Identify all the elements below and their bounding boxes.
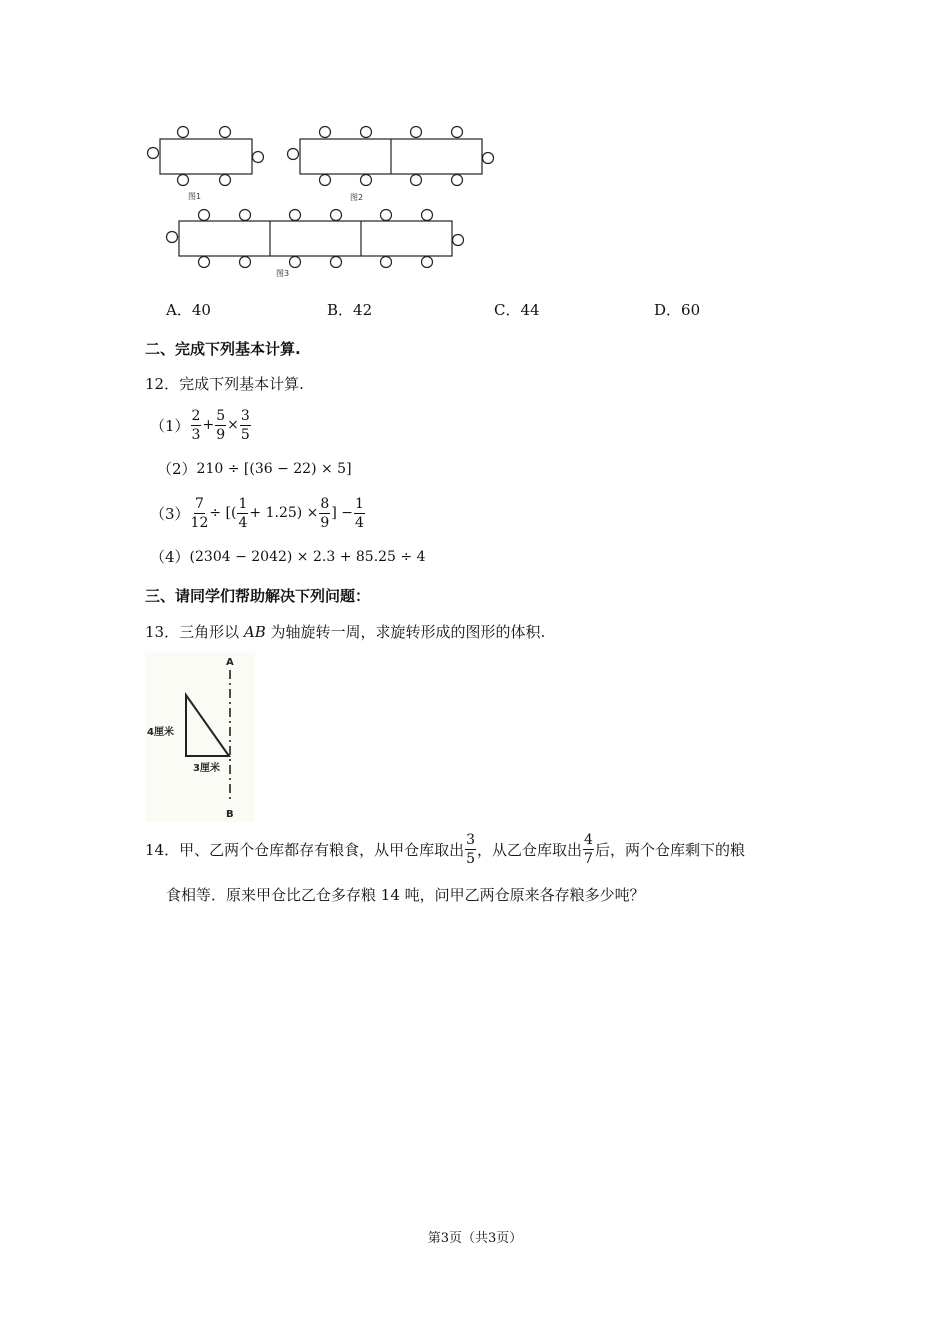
option-c (494, 299, 540, 320)
tables-figure (140, 120, 510, 285)
question-14-line-1: 14．甲、乙两个仓库都存有粮食，从甲仓库取出 $\frac{3}{5}$ ，从乙仓库取出 $\frac{4}{7}$ 后，两个仓库剩下的粮 (145, 831, 745, 867)
page-footer: 第3页（共3页） (427, 1231, 523, 1246)
option-letter: C． (494, 301, 521, 319)
fraction: $\frac{3}{5}$ (240, 407, 250, 443)
q12-part-4 (150, 546, 426, 567)
fraction: $\frac{4}{7}$ (584, 831, 593, 867)
q12-part-2 (157, 458, 352, 479)
question-14-line-2: 食相等．原来甲仓比乙仓多存粮 14 吨，问甲乙两仓原来各存粮多少吨？ (166, 886, 645, 904)
point-b-label: B (226, 809, 234, 820)
fraction: $\frac{3}{5}$ (466, 831, 476, 867)
point-a-label: A (226, 657, 234, 668)
part-label: （1） (150, 416, 190, 435)
option-value: 60 (681, 301, 701, 319)
question-12-stem: 12．完成下列基本计算. (145, 375, 304, 393)
fraction: $\frac{5}{9}$ (216, 407, 226, 443)
operator: + (202, 417, 215, 433)
figure-2-label: 图2 (350, 193, 364, 202)
figure-1-label: 图1 (188, 192, 202, 201)
option-b (327, 299, 372, 320)
axis-name: AB (243, 623, 266, 641)
operator: × (227, 417, 239, 433)
option-a (166, 299, 211, 320)
fraction: $\frac{7}{12}$ (190, 495, 209, 531)
expression: (2304 − 2042) × 2.3 + 85.25 ÷ 4 (189, 548, 426, 565)
table-3 (179, 221, 452, 256)
section-2-title: 二、完成下列基本计算. (145, 340, 301, 358)
option-d (654, 299, 700, 320)
option-letter: B． (327, 301, 354, 319)
expression-part: ] − (331, 505, 353, 521)
q12-part-3 (150, 493, 366, 533)
part-label: （3） (150, 504, 190, 523)
expression: 210 ÷ [(36 − 22) × 5] (196, 460, 352, 477)
part-label: （2） (157, 460, 197, 478)
table-1 (160, 139, 252, 174)
option-value: 40 (191, 301, 211, 319)
part-label: （4） (150, 548, 190, 566)
expression-part: ÷ [( (209, 505, 237, 521)
figure-3-label: 图3 (276, 269, 290, 278)
question-13-stem: 13．三角形以 AB 为轴旋转一周，求旋转形成的图形的体积. (145, 623, 546, 641)
triangle-figure (145, 652, 255, 822)
fraction: $\frac{2}{3}$ (191, 407, 201, 443)
fraction: $\frac{8}{9}$ (320, 495, 330, 531)
option-letter: D． (654, 301, 682, 319)
option-letter: A． (166, 301, 192, 319)
fraction: $\frac{1}{4}$ (238, 495, 248, 531)
section-3-title: 三、请同学们帮助解决下列问题： (145, 587, 371, 605)
q12-part-1 (150, 405, 252, 445)
option-value: 44 (520, 301, 540, 319)
base-label: 3厘米 (193, 763, 220, 774)
option-value: 42 (353, 301, 373, 319)
fraction: $\frac{1}{4}$ (354, 495, 364, 531)
height-label: 4厘米 (147, 727, 174, 738)
expression-part: + 1.25) × (249, 505, 319, 521)
